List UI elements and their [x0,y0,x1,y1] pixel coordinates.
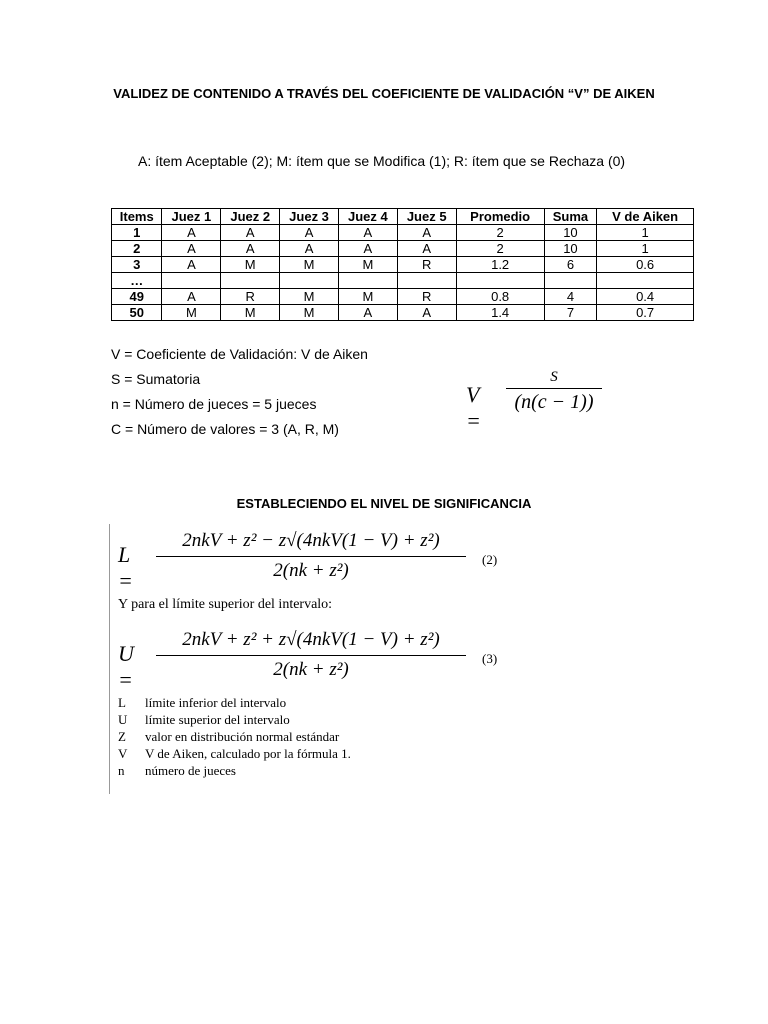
table-cell: M [338,289,397,305]
variable-row [118,728,351,745]
variable-meaning: límite superior del intervalo [145,712,290,727]
formula-l-numerator: 2nkV + z² − z√(4nkV(1 − V) + z²) [182,530,440,551]
table-cell: A [397,225,456,241]
column-header: V de Aiken [597,209,694,225]
table-cell: M [221,305,280,321]
formula-u-fraction [156,627,466,682]
table-cell: A [162,289,221,305]
variable-symbol: V [118,746,128,761]
item-number-cell: 49 [112,289,162,305]
table-cell: 1 [597,225,694,241]
table-cell: A [221,241,280,257]
formula-v-lhs: V = [466,382,481,433]
table-cell: 7 [544,305,597,321]
table-cell: A [162,241,221,257]
aiken-table [111,208,694,321]
formula-u-numerator: 2nkV + z² + z√(4nkV(1 − V) + z²) [182,629,440,650]
section-title: ESTABLECIENDO EL NIVEL DE SIGNIFICANCIA [236,496,532,511]
table-cell [456,273,544,289]
variable-row [118,762,351,779]
table-cell: M [280,289,339,305]
table-cell: A [338,241,397,257]
table-cell [597,273,694,289]
table-cell: R [221,289,280,305]
table-cell: 0.6 [597,257,694,273]
upper-limit-intro: Y para el límite superior del intervalo: [118,597,333,612]
table-cell [162,273,221,289]
variable-row [118,745,351,762]
table-cell: 1.4 [456,305,544,321]
definition-v: V = Coeficiente de Validación: V de Aiken [111,346,368,362]
definition-n: n = Número de jueces = 5 jueces [111,396,317,412]
variable-symbol: L [118,695,126,710]
table-body [112,225,694,321]
column-header: Juez 5 [397,209,456,225]
definitions-list [111,346,368,446]
variable-list [118,694,351,779]
table-cell [397,273,456,289]
table-cell [338,273,397,289]
table-row [112,225,694,241]
table-cell: 2 [456,225,544,241]
item-number-cell: … [112,273,162,289]
table-cell: 0.4 [597,289,694,305]
table-cell: R [397,289,456,305]
table-cell: A [397,241,456,257]
table-cell: 1 [597,241,694,257]
variable-symbol: Z [118,729,126,744]
formula-l-tag: (2) [482,552,498,567]
table-cell: A [221,225,280,241]
table-cell: M [280,305,339,321]
item-number-cell: 3 [112,257,162,273]
table-cell: A [397,305,456,321]
table-cell: 0.8 [456,289,544,305]
formula-v-numerator: S [550,369,558,385]
formula-l-denominator: 2(nk + z²) [273,560,349,581]
formula-l-lhs: L = [118,542,133,593]
item-number-cell: 1 [112,225,162,241]
document-title: VALIDEZ DE CONTENIDO A TRAVÉS DEL COEFICIENTE DE VALIDACIÓN “V” DE AIKEN [113,86,655,101]
table-header-row [112,209,694,225]
item-number-cell: 50 [112,305,162,321]
table-row [112,257,694,273]
table-cell: M [338,257,397,273]
table-cell: M [280,257,339,273]
variable-meaning: V de Aiken, calculado por la fórmula 1. [145,746,351,761]
column-header: Juez 4 [338,209,397,225]
variable-symbol: U [118,712,128,727]
table-cell: 0.7 [597,305,694,321]
rating-legend: A: ítem Aceptable (2); M: ítem que se Modifica (1); R: ítem que se Rechaza (0) [138,153,626,169]
formula-v-denominator: (n(c − 1)) [514,391,594,413]
formula-v-fraction [506,366,602,415]
variable-meaning: número de jueces [145,763,236,778]
table-cell: A [280,225,339,241]
variable-meaning: límite inferior del intervalo [145,695,287,710]
item-number-cell: 2 [112,241,162,257]
table-row [112,273,694,289]
margin-rule [109,524,110,794]
variable-meaning: valor en distribución normal estándar [145,729,340,744]
table-cell: 6 [544,257,597,273]
definition-s: S = Sumatoria [111,371,201,387]
table-cell: A [338,225,397,241]
table-row [112,289,694,305]
table-cell [221,273,280,289]
definition-c: C = Número de valores = 3 (A, R, M) [111,421,339,437]
table-cell: A [162,257,221,273]
table-cell: 10 [544,225,597,241]
table-cell [544,273,597,289]
variable-row [118,711,351,728]
table-cell: 2 [456,241,544,257]
fraction-bar [156,655,466,656]
column-header: Suma [544,209,597,225]
table-cell: M [162,305,221,321]
table-cell: R [397,257,456,273]
table-cell: A [162,225,221,241]
table-cell: A [338,305,397,321]
column-header: Juez 2 [221,209,280,225]
variable-symbol: n [118,763,125,778]
table-cell [280,273,339,289]
formula-u-denominator: 2(nk + z²) [273,659,349,680]
formula-u-tag: (3) [482,651,498,666]
table-row [112,241,694,257]
table-cell: M [221,257,280,273]
table-cell: A [280,241,339,257]
formula-u-lhs: U = [118,641,134,692]
fraction-bar [156,556,466,557]
column-header: Items [112,209,162,225]
column-header: Juez 1 [162,209,221,225]
table-row [112,305,694,321]
table-cell: 4 [544,289,597,305]
table-cell: 10 [544,241,597,257]
column-header: Juez 3 [280,209,339,225]
formula-l-fraction [156,528,466,583]
variable-row [118,694,351,711]
table-cell: 1.2 [456,257,544,273]
column-header: Promedio [456,209,544,225]
